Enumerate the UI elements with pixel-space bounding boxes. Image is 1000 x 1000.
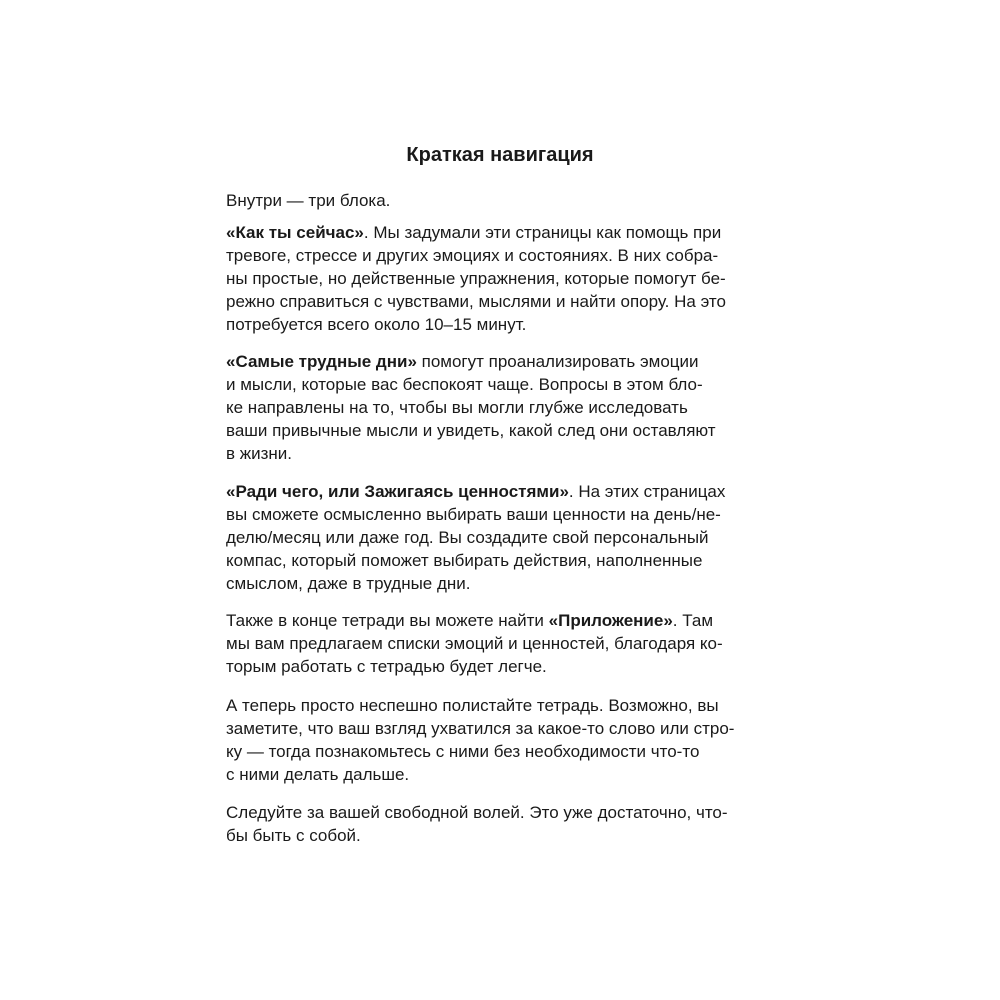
block2-line-5: в жизни. xyxy=(226,444,293,463)
block2-line-3: ке направлены на то, чтобы вы могли глубже исследовать xyxy=(226,398,688,417)
block1-line-1 xyxy=(226,222,721,244)
intro-text: Внутри — три блока. xyxy=(226,191,391,210)
para6-line-2: бы быть с собой. xyxy=(226,826,361,845)
block3-line-1 xyxy=(226,481,725,503)
block2-heading: «Самые трудные дни» xyxy=(226,352,417,371)
block1-line-4: режно справиться с чувствами, мыслями и найти опору. На это xyxy=(226,292,726,311)
block3-heading: «Ради чего, или Зажигаясь ценностями» xyxy=(226,482,569,501)
appendix-line-1-tail: . Там xyxy=(672,611,714,630)
block1-line-2: тревоге, стрессе и других эмоциях и состояниях. В них собра- xyxy=(226,246,719,265)
block3-line-3: делю/месяц или даже год. Вы создадите свой персональный xyxy=(226,528,709,547)
block2-line-2: и мысли, которые вас беспокоят чаще. Вопросы в этом бло- xyxy=(226,375,703,394)
block2-line-4: ваши привычные мысли и увидеть, какой след они оставляют xyxy=(226,421,716,440)
block3-line-5: смыслом, даже в трудные дни. xyxy=(226,574,471,593)
para5-line-1: А теперь просто неспешно полистайте тетрадь. Возможно, вы xyxy=(226,696,719,715)
block1-line-5: потребуется всего около 10–15 минут. xyxy=(226,315,527,334)
appendix-line-3: торым работать с тетрадью будет легче. xyxy=(226,657,547,676)
para5-line-2: заметите, что ваш взгляд ухватился за какое-то слово или стро- xyxy=(226,719,735,738)
para5-line-3: ку — тогда познакомьтесь с ними без необходимости что-то xyxy=(226,742,700,761)
block2-line-1 xyxy=(226,351,699,373)
block1-line-1-text: . Мы задумали эти страницы как помощь при xyxy=(363,223,722,242)
block3-line-4: компас, который поможет выбирать действия, наполненные xyxy=(226,551,703,570)
page-title: Краткая навигация xyxy=(406,144,594,166)
block3-line-1-text: . На этих страницах xyxy=(568,482,726,501)
appendix-line-1-text: Также в конце тетради вы можете найти xyxy=(226,611,549,630)
block1-heading: «Как ты сейчас» xyxy=(226,223,364,242)
appendix-line-1 xyxy=(226,610,713,632)
block2-line-1-text: помогут проанализировать эмоции xyxy=(416,352,699,371)
appendix-heading: «Приложение» xyxy=(548,611,673,630)
block1-line-3: ны простые, но действенные упражнения, которые помогут бе- xyxy=(226,269,726,288)
appendix-line-2: мы вам предлагаем списки эмоций и ценностей, благодаря ко- xyxy=(226,634,723,653)
block3-line-2: вы сможете осмысленно выбирать ваши ценности на день/не- xyxy=(226,505,721,524)
para6-line-1: Следуйте за вашей свободной волей. Это уже достаточно, что- xyxy=(226,803,728,822)
para5-line-4: с ними делать дальше. xyxy=(226,765,410,784)
